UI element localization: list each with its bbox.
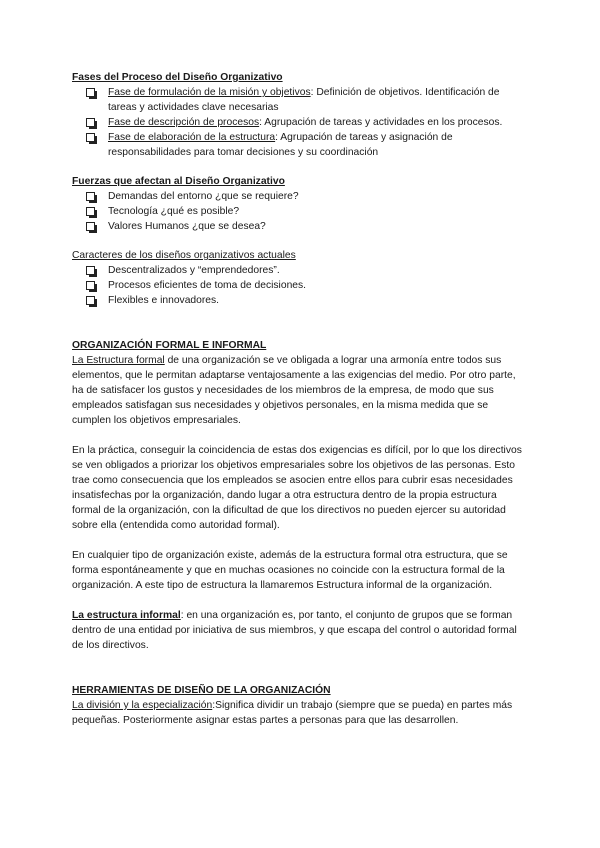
organizacion-paragraph-1: [72, 353, 528, 428]
organizacion-paragraph-4: [72, 608, 528, 653]
fases-heading: Fases del Proceso del Diseño Organizativo: [72, 72, 283, 83]
fase-term: Fase de formulación de la misión y objetivos: [108, 87, 311, 98]
fuerza-text: Valores Humanos ¿que se desea?: [108, 221, 266, 232]
fase-text: : Agrupación de tareas y asignación de responsabilidades para tomar decisiones y su coordinación: [108, 132, 453, 158]
fase-term: Fase de descripción de procesos: [108, 117, 260, 128]
caracteres-list: [72, 263, 528, 308]
checkbox-bullet-icon: [86, 281, 95, 290]
division-term: La división y la especialización: [72, 700, 213, 711]
caracteres-heading: Caracteres de los diseños organizativos actuales: [72, 250, 296, 261]
estructura-formal-term: La Estructura formal: [72, 355, 165, 366]
list-item: [84, 115, 528, 130]
checkbox-bullet-icon: [86, 88, 95, 97]
fase-text: : Definición de objetivos. Identificación de tareas y actividades clave necesarias: [108, 87, 500, 113]
fase-text: : Agrupación de tareas y actividades en los procesos.: [259, 117, 503, 128]
checkbox-bullet-icon: [86, 207, 95, 216]
fuerzas-list: [72, 189, 528, 234]
list-item: [84, 278, 528, 293]
fases-list: [72, 85, 528, 160]
document-page: [72, 70, 528, 728]
checkbox-bullet-icon: [86, 192, 95, 201]
herramientas-paragraph-1: [72, 698, 528, 728]
herramientas-heading: HERRAMIENTAS DE DISEÑO DE LA ORGANIZACIÓN: [72, 685, 331, 696]
checkbox-bullet-icon: [86, 118, 95, 127]
fase-term: Fase de elaboración de la estructura: [108, 132, 276, 143]
list-item: [84, 204, 528, 219]
caracter-text: Descentralizados y “emprendedores”.: [108, 265, 280, 276]
checkbox-bullet-icon: [86, 133, 95, 142]
list-item: [84, 263, 528, 278]
estructura-informal-term: La estructura informal: [72, 610, 181, 621]
list-item: [84, 85, 528, 115]
organizacion-paragraph-3: En cualquier tipo de organización existe, además de la estructura formal otra estructura, que se forma espontáneamente y que en muchas ocasiones no coincide con la estructura formal de la organización. A este tipo de estructura la llamaremos Estructura informal de la organización.: [72, 550, 508, 591]
paragraph-text: : en una organización es, por tanto, el conjunto de grupos que se forman dentro de una entidad por iniciativa de sus miembros, y que escapa del control o autoridad formal de los directivos.: [72, 610, 517, 651]
list-item: [84, 293, 528, 308]
checkbox-bullet-icon: [86, 222, 95, 231]
checkbox-bullet-icon: [86, 266, 95, 275]
list-item: [84, 219, 528, 234]
organizacion-paragraph-2: En la práctica, conseguir la coincidencia de estas dos exigencias es difícil, por lo que los directivos se ven obligados a priorizar los objetivos empresariales sobre los objetivos de las personas. Esto trae como consecuencia que los empleados se asocien entre ellos para cubrir esas necesidades insatisfechas por la organización, dando lugar a otra estructura dentro de la propia estructura formal de la organización, con la dificultad de que los directivos no pueden ejercer su autoridad sobre ella (entendida como autoridad formal).: [72, 445, 522, 531]
fuerzas-heading: Fuerzas que afectan al Diseño Organizativo: [72, 176, 285, 187]
organizacion-heading: ORGANIZACIÓN FORMAL E INFORMAL: [72, 340, 267, 351]
caracter-text: Procesos eficientes de toma de decisiones.: [108, 280, 307, 291]
fuerza-text: Tecnología ¿qué es posible?: [108, 206, 240, 217]
paragraph-text: de una organización se ve obligada a lograr una armonía entre todos sus elementos, que le permitan adaptarse ventajosamente a las exigencias del medio. Por otro parte, ha de satisfacer los gustos y necesidades de los miembros de la empresa, de modo que sus empleados satisfagan sus necesidades y objetivos personales, en la misma medida que se cumplen los objetivos empresariales.: [72, 355, 516, 426]
checkbox-bullet-icon: [86, 296, 95, 305]
list-item: [84, 189, 528, 204]
list-item: [84, 130, 528, 160]
fuerza-text: Demandas del entorno ¿que se requiere?: [108, 191, 299, 202]
caracter-text: Flexibles e innovadores.: [108, 295, 220, 306]
paragraph-text: :Significa dividir un trabajo (siempre que se pueda) en partes más pequeñas. Posteriormente asignar estas partes a personas para que las desarrollen.: [72, 700, 513, 726]
